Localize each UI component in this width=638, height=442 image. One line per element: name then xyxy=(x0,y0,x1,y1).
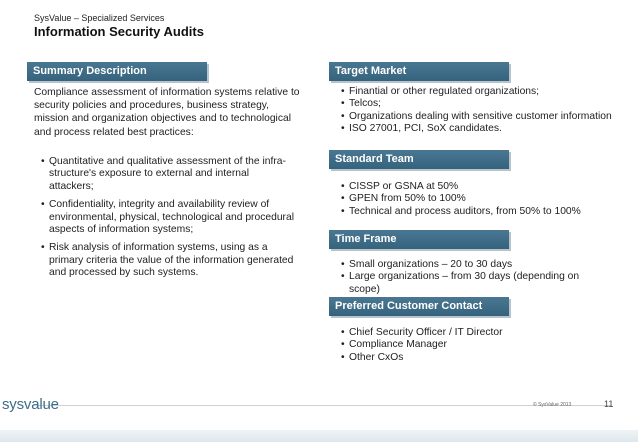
list-item xyxy=(341,181,621,193)
list-item xyxy=(341,352,611,364)
list-item xyxy=(341,98,621,110)
slide-subtitle: SysValue – Specialized Services xyxy=(34,13,165,23)
list-item xyxy=(341,271,611,296)
footer-divider xyxy=(32,405,612,406)
bullet-icon: • xyxy=(41,156,45,167)
list-item xyxy=(341,339,611,351)
summary-bullet-text: Quantitative and qualitative assessment of the infra-structure's exposure to external and internal attackers; xyxy=(49,156,286,192)
page-number: 11 xyxy=(604,399,614,409)
list-item xyxy=(341,86,621,98)
standard-team-text: Technical and process auditors, from 50% to 100% xyxy=(349,205,581,217)
bullet-icon: • xyxy=(41,242,45,254)
list-item xyxy=(341,327,611,339)
list-item xyxy=(341,193,621,205)
list-item xyxy=(41,199,296,236)
contact-heading: Preferred Customer Contact xyxy=(329,297,509,316)
bullet-icon: • xyxy=(341,110,345,122)
bullet-icon: • xyxy=(341,339,345,351)
list-item xyxy=(341,259,611,271)
bullet-icon: • xyxy=(341,205,345,217)
standard-team-text: CISSP or GSNA at 50% xyxy=(349,181,459,192)
bullet-icon: • xyxy=(341,351,345,363)
standard-team-heading: Standard Team xyxy=(329,150,509,169)
time-frame-list xyxy=(341,259,611,296)
time-frame-heading: Time Frame xyxy=(329,230,509,249)
bullet-icon: • xyxy=(341,86,345,97)
target-market-text: ISO 27001, PCI, SoX candidates. xyxy=(349,123,502,135)
list-item xyxy=(341,123,621,135)
list-item xyxy=(341,206,621,218)
target-market-text: Finantial or other regulated organizations; xyxy=(349,86,540,97)
bullet-icon: • xyxy=(341,123,345,135)
bullet-icon: • xyxy=(341,193,345,205)
bullet-icon: • xyxy=(341,271,345,283)
standard-team-list xyxy=(341,181,621,218)
copyright-notice: © SysValue 2013 xyxy=(533,402,572,408)
target-market-text: Organizations dealing with sensitive customer information xyxy=(349,110,612,122)
bullet-icon: • xyxy=(341,98,345,110)
time-frame-text: Small organizations – 20 to 30 days xyxy=(349,259,513,270)
slide-footer xyxy=(0,396,638,442)
summary-bullet-text: Risk analysis of information systems, using as a primary criteria the value of the information generated and processed by such systems. xyxy=(49,242,294,279)
slide-title: Information Security Audits xyxy=(34,24,204,39)
bullet-icon: • xyxy=(341,181,345,192)
summary-heading: Summary Description xyxy=(27,62,207,81)
list-item xyxy=(41,156,296,193)
bullet-icon: • xyxy=(341,327,345,338)
list-item xyxy=(341,111,621,123)
summary-bullet-list xyxy=(41,156,296,286)
sysvalue-logo: sysvalue xyxy=(2,396,59,413)
summary-bullet-text: Confidentiality, integrity and availability review of environmental, physical, technological and procedural aspects of information systems; xyxy=(49,199,294,236)
time-frame-text: Large organizations – from 30 days (depending on scope) xyxy=(349,271,580,295)
contact-text: Other CxOs xyxy=(349,351,404,363)
target-market-text: Telcos; xyxy=(349,98,382,110)
bullet-icon: • xyxy=(41,199,45,211)
bullet-icon: • xyxy=(341,259,345,270)
footer-bar xyxy=(0,430,638,442)
contact-text: Chief Security Officer / IT Director xyxy=(349,327,503,338)
contact-list xyxy=(341,327,611,364)
target-market-heading: Target Market xyxy=(329,62,509,81)
standard-team-text: GPEN from 50% to 100% xyxy=(349,193,466,205)
list-item xyxy=(41,242,296,279)
target-market-list xyxy=(341,86,621,136)
contact-text: Compliance Manager xyxy=(349,339,447,351)
summary-intro: Compliance assessment of information systems relative to security policies and procedures, business strategy, mission and organization objectives and to technological and process related best practices: xyxy=(34,87,300,138)
